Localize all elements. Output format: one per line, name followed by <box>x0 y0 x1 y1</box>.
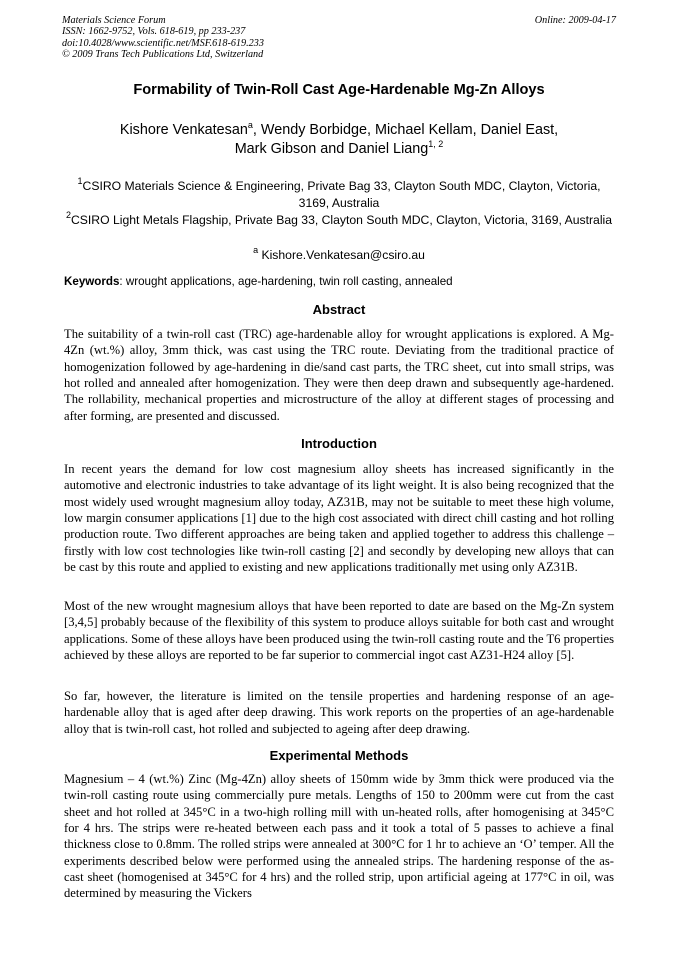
affiliation-1 <box>64 178 614 212</box>
author-names: Mark Gibson and Daniel Liang <box>234 141 429 157</box>
author-name: Kishore Venkatesan <box>119 122 248 138</box>
keywords-label: Keywords <box>64 275 120 288</box>
author-list <box>40 121 638 159</box>
issn-line: ISSN: 1662-9752, Vols. 618-619, pp 233-237 <box>62 26 246 38</box>
abstract-heading: Abstract <box>312 302 366 317</box>
journal-header <box>62 15 616 61</box>
paper-title: Formability of Twin-Roll Cast Age-Hardenable Mg-Zn Alloys <box>133 82 545 98</box>
affiliation-text: CSIRO Light Metals Flagship, Private Bag 33, Clayton South MDC, Clayton, Victoria, 3169, Australia <box>70 213 613 227</box>
author-names: , Wendy Borbidge, Michael Kellam, Daniel East, <box>252 122 559 138</box>
author-line-1 <box>40 121 638 140</box>
email-marker: a <box>253 245 259 255</box>
contact-email <box>64 247 614 264</box>
abstract-paragraph: The suitability of a twin-roll cast (TRC) age-hardenable alloy for wrought applications is explored. A Mg-4Zn (wt.%) alloy, 3mm thick, was cast using the TRC route. Deviating from the traditional practice of homogenization followed by age-hardening in die/sand cast parts, the TRC sheet, cut into small strips, was hot rolled and annealed after homogenization. They were then deep drawn and subsequently age-hardened. The rollability, mechanical properties and microstructure of the alloy at different stages of processing and after forming, are presented and discussed. <box>64 327 614 423</box>
affiliation-2 <box>64 212 614 229</box>
author-line-2 <box>40 140 638 159</box>
author-superscript: 1, 2 <box>428 139 444 149</box>
experimental-methods-heading: Experimental Methods <box>269 748 409 763</box>
introduction-heading: Introduction <box>301 436 377 451</box>
keywords <box>64 275 614 288</box>
online-date: Online: 2009-04-17 <box>534 15 616 26</box>
journal-name: Materials Science Forum <box>62 15 166 26</box>
introduction-paragraph-2: Most of the new wrought magnesium alloys that have been reported to date are based on the Mg-Zn system [3,4,5] probably because of the flexibility of this system to produce alloys suitable for both cast and wrought applications. Some of these alloys have been produced using the twin-roll casting route and the T6 properties achieved by these alloys are reported to be far superior to commercial ingot cast AZ31-H24 alloy [5]. <box>64 599 614 663</box>
introduction-paragraph-1: In recent years the demand for low cost magnesium alloy sheets has increased significantly in the automotive and electronic industries to take advantage of its light weight. It is also being recognized that the most widely used wrought magnesium alloy today, AZ31B, may not be suitable to meet these high volume, low margin consumer applications [1] due to the high cost associated with direct chill casting and hot rolling production route. Two different approaches are being taken and applied together to address this challenge – firstly with low cost technologies like twin-roll casting [2] and secondly by developing new alloys that can be cast by this route and applied to existing and new applications traditionally met using only AZ31B. <box>64 462 614 575</box>
copyright-line: © 2009 Trans Tech Publications Ltd, Switzerland <box>62 49 264 61</box>
affiliation-marker: 2 <box>65 210 71 220</box>
keywords-text: : wrought applications, age-hardening, twin roll casting, annealed <box>119 275 453 288</box>
affiliation-text: CSIRO Materials Science & Engineering, Private Bag 33, Clayton South MDC, Clayton, Victoria, 3169, Australia <box>82 179 601 210</box>
introduction-paragraph-3: So far, however, the literature is limited on the tensile properties and hardening response of an age-hardenable alloy that is aged after deep drawing. This work reports on the properties of an age-hardenable alloy that is twin-roll cast, hot rolled and subjected to ageing after deep drawing. <box>64 689 614 736</box>
doi-line: doi:10.4028/www.scientific.net/MSF.618-619.233 <box>62 37 264 49</box>
methods-paragraph-1: Magnesium – 4 (wt.%) Zinc (Mg-4Zn) alloy sheets of 150mm wide by 3mm thick were produced via the twin-roll casting route using commercially pure metals. Lengths of 150 to 200mm were cut from the cast sheet and hot rolled at 345°C in a two-high rolling mill with un-heated rolls, after homogenising at 345°C for 4 hrs. The strips were re-heated between each pass and it took a total of 5 passes to achieve a final thickness close to 0.8mm. The rolled strips were annealed at 300°C for 1 hr to achieve an ‘O’ temper. All the experiments described below were performed using the annealed strips. The hardening response of the as-cast sheet (homogenised at 345°C for 4 hrs) and the rolled strip, upon artificial ageing at 177°C in oil, was determined by measuring the Vickers <box>64 772 614 901</box>
email-address: Kishore.Venkatesan@csiro.au <box>261 248 425 262</box>
affiliation-marker: 1 <box>77 176 83 186</box>
author-superscript: a <box>247 120 253 130</box>
